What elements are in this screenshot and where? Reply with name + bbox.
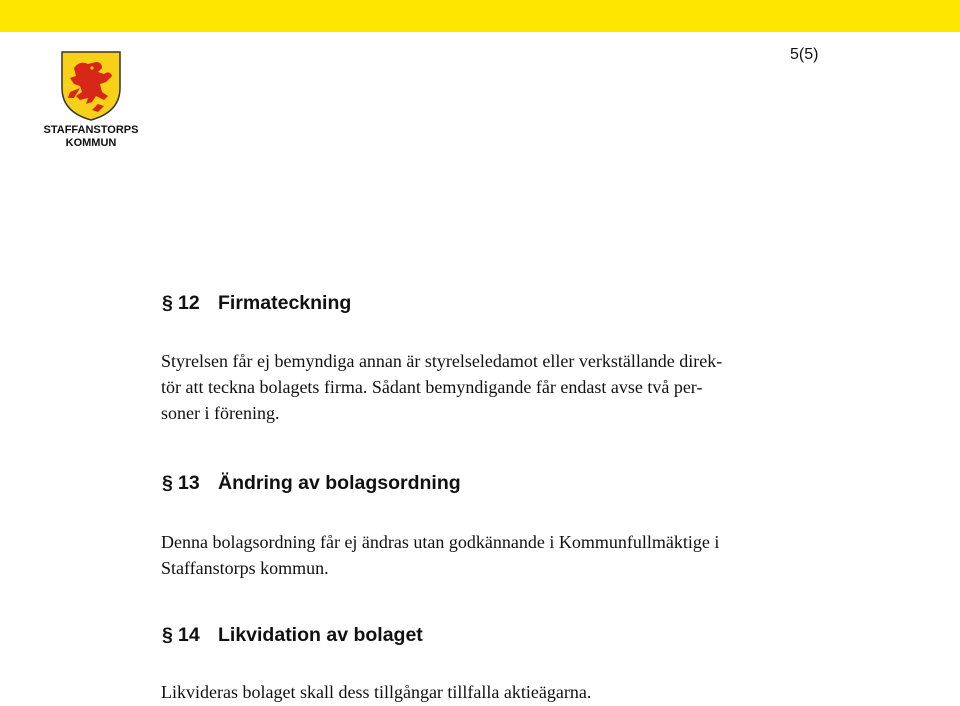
section-symbol: § xyxy=(162,624,173,646)
section-symbol: § xyxy=(162,472,173,494)
section-12-heading xyxy=(162,292,351,315)
section-number: 14 xyxy=(178,624,200,646)
coat-of-arms-icon xyxy=(40,48,142,152)
section-13-heading xyxy=(162,472,461,495)
section-title: Ändring av bolagsordning xyxy=(218,472,461,494)
page-number: 5(5) xyxy=(790,46,819,63)
body-line: Likvideras bolaget skall dess tillgångar tillfalla aktieägarna. xyxy=(161,682,592,702)
body-line: Styrelsen får ej bemyndiga annan är styrelseledamot eller verkställande direk- xyxy=(161,351,723,371)
body-line: Denna bolagsordning får ej ändras utan godkännande i Kommunfullmäktige i xyxy=(161,532,720,552)
section-14-heading xyxy=(162,624,423,647)
section-symbol: § xyxy=(162,292,173,314)
logo-text-line2: KOMMUN xyxy=(65,137,117,149)
section-12-body xyxy=(161,348,841,426)
section-number: 12 xyxy=(178,292,200,314)
section-title: Likvidation av bolaget xyxy=(218,624,423,646)
section-14-body xyxy=(161,679,841,705)
section-title: Firmateckning xyxy=(218,292,352,314)
section-13-body xyxy=(161,529,841,581)
staffanstorp-logo xyxy=(40,48,142,152)
logo-text-line1: STAFFANSTORPS xyxy=(43,124,139,136)
body-line: tör att teckna bolagets firma. Sådant bemyndigande får endast avse två per- xyxy=(161,377,703,397)
header-bar xyxy=(0,0,960,32)
body-line: Staffanstorps kommun. xyxy=(161,558,329,578)
body-line: soner i förening. xyxy=(161,403,280,423)
section-number: 13 xyxy=(178,472,200,494)
